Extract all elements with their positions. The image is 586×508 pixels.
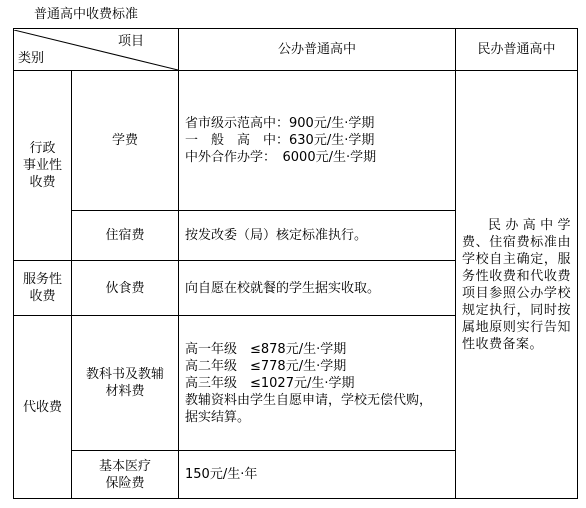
row-lodging-label: 住宿费 bbox=[72, 211, 179, 261]
header-category-label: 类别 bbox=[18, 50, 45, 66]
group-service-label: 服务性 收费 bbox=[22, 272, 62, 304]
row-meals-content: 向自愿在校就餐的学生据实收取。 bbox=[179, 261, 456, 316]
row-insurance-content: 150元/生·年 bbox=[179, 451, 456, 499]
private-note-text: 民办高中学费、住宿费标准由学校自主确定，服务性收费和代收费项目参照公办学校规定执行，同时按属地原则实行告知性收费备案。 bbox=[462, 217, 571, 352]
private-school-note bbox=[456, 71, 578, 499]
group-collection-fees bbox=[14, 316, 72, 499]
row-meals-label: 伙食费 bbox=[72, 261, 179, 316]
header-item-label: 项目 bbox=[117, 33, 144, 49]
tuition-line-1: 省市级示范高中：900元/生·学期 bbox=[185, 116, 375, 131]
row-insurance-label bbox=[72, 451, 179, 499]
textbooks-line-5: 据实结算。 bbox=[185, 409, 251, 425]
header-private-school: 民办普通高中 bbox=[456, 29, 578, 71]
tuition-line-3: 中外合作办学： 6000元/生·学期 bbox=[185, 150, 377, 165]
row-textbooks-content bbox=[179, 316, 456, 451]
row-lodging-content: 按发改委（局）核定标准执行。 bbox=[179, 211, 456, 261]
row-tuition-content bbox=[179, 71, 456, 211]
tuition-line-2: 一 般 高 中：630元/生·学期 bbox=[185, 133, 375, 148]
group-admin-fees bbox=[14, 71, 72, 261]
fee-table bbox=[13, 28, 578, 499]
group-collection-label: 代收费 bbox=[22, 399, 62, 415]
insurance-label-text: 基本医疗 保险费 bbox=[98, 458, 151, 491]
group-admin-label: 行政 事业性 收费 bbox=[22, 141, 62, 190]
page-title: 普通高中收费标准 bbox=[34, 7, 139, 22]
textbooks-line-3: 高三年级 ≤1027元/生·学期 bbox=[185, 375, 355, 391]
header-public-school: 公办普通高中 bbox=[179, 29, 456, 71]
textbooks-line-1: 高一年级 ≤878元/生·学期 bbox=[185, 341, 347, 357]
textbooks-label-text: 教科书及教辅 材料费 bbox=[85, 367, 164, 399]
group-service-fees bbox=[14, 261, 72, 316]
row-textbooks-label bbox=[72, 316, 179, 451]
textbooks-line-2: 高二年级 ≤778元/生·学期 bbox=[185, 358, 347, 374]
header-diagonal-cell bbox=[14, 29, 179, 71]
row-tuition-label: 学费 bbox=[72, 71, 179, 211]
textbooks-line-4: 教辅资料由学生自愿申请，学校无偿代购， bbox=[185, 392, 433, 408]
